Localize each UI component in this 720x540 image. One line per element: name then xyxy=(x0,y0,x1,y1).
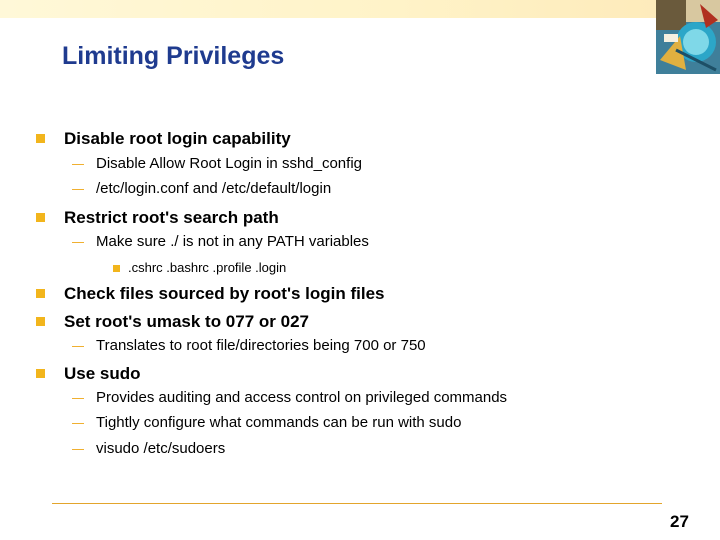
page-number: 27 xyxy=(670,512,689,531)
sub-bullet-text: Disable Allow Root Login in sshd_config xyxy=(96,155,362,172)
square-bullet-icon xyxy=(36,134,45,143)
bullet-text: Set root's umask to 077 or 027 xyxy=(64,312,309,331)
dash-bullet-icon xyxy=(72,164,84,165)
sub-sub-bullet-text: .cshrc .bashrc .profile .login xyxy=(128,260,287,275)
bullet-text: Check files sourced by root's login files xyxy=(64,284,385,303)
dash-bullet-icon xyxy=(72,423,84,424)
bullet-text: Disable root login capability xyxy=(64,129,291,148)
dash-bullet-icon xyxy=(72,449,84,450)
bullet-text: Use sudo xyxy=(64,364,141,383)
dash-bullet-icon xyxy=(72,189,84,190)
bullet-text: Restrict root's search path xyxy=(64,208,279,227)
sub-bullet-text: Tightly configure what commands can be run with sudo xyxy=(96,414,462,431)
square-bullet-icon xyxy=(36,289,45,298)
dash-bullet-icon xyxy=(72,346,84,347)
footer-rule xyxy=(52,503,662,504)
sub-bullet-text: Provides auditing and access control on privileged commands xyxy=(96,389,508,406)
sub-bullet-text: /etc/login.conf and /etc/default/login xyxy=(96,180,332,197)
corner-collage-image xyxy=(656,0,720,74)
square-bullet-icon xyxy=(36,213,45,222)
header-band xyxy=(0,0,720,18)
sub-bullet-text: visudo /etc/sudoers xyxy=(96,440,226,457)
slide-title: Limiting Privileges xyxy=(62,42,285,70)
sub-bullet-text: Make sure ./ is not in any PATH variables xyxy=(96,233,369,250)
square-bullet-icon xyxy=(113,265,120,272)
dash-bullet-icon xyxy=(72,242,84,243)
square-bullet-icon xyxy=(36,369,45,378)
square-bullet-icon xyxy=(36,317,45,326)
dash-bullet-icon xyxy=(72,398,84,399)
sub-bullet-text: Translates to root file/directories being 700 or 750 xyxy=(96,337,426,354)
